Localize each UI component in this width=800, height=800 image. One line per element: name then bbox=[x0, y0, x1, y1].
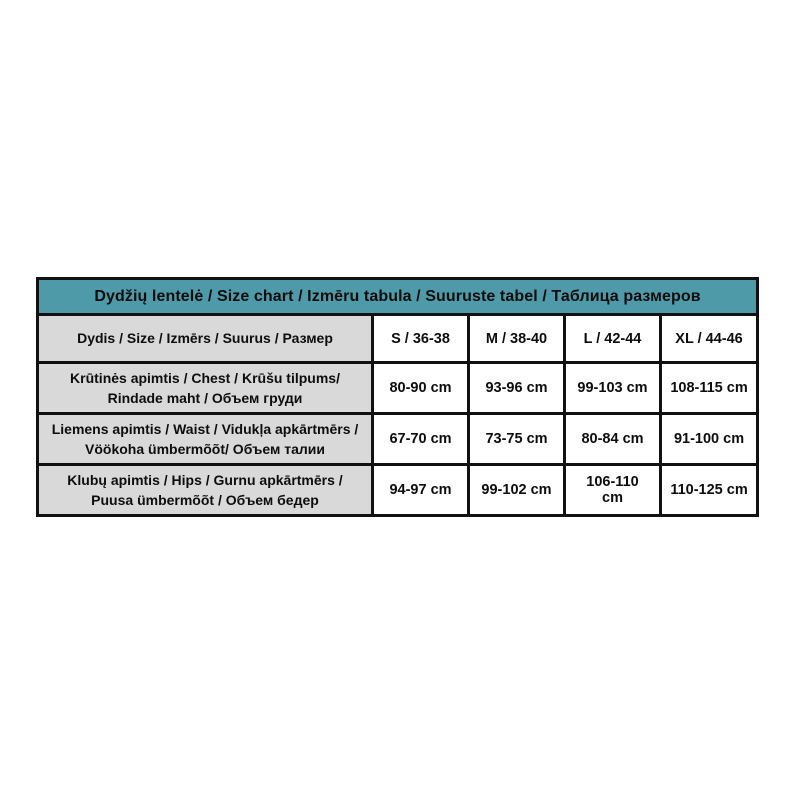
cell-hips-s: 94-97 cm bbox=[373, 465, 469, 516]
table-row-hips bbox=[38, 465, 758, 516]
column-header-row bbox=[38, 315, 758, 363]
cell-hips-xl: 110-125 cm bbox=[661, 465, 758, 516]
cell-waist-l: 80-84 cm bbox=[565, 414, 661, 465]
cell-chest-xl: 108-115 cm bbox=[661, 363, 758, 414]
cell-chest-m: 93-96 cm bbox=[469, 363, 565, 414]
table-row-chest bbox=[38, 363, 758, 414]
cell-waist-m: 73-75 cm bbox=[469, 414, 565, 465]
cell-hips-l: 106-110 cm bbox=[565, 465, 661, 516]
cell-chest-l: 99-103 cm bbox=[565, 363, 661, 414]
row-label-waist: Liemens apimtis / Waist / Vidukļa apkārtmērs / Vöökoha ümbermõõt/ Объем талии bbox=[38, 414, 373, 465]
row-label-chest: Krūtinės apimtis / Chest / Krūšu tilpums/ Rindade maht / Объем груди bbox=[38, 363, 373, 414]
table-title: Dydžių lentelė / Size chart / Izmēru tabula / Suuruste tabel / Таблица размеров bbox=[38, 279, 758, 315]
size-chart-table bbox=[36, 277, 759, 517]
cell-waist-s: 67-70 cm bbox=[373, 414, 469, 465]
column-header-size-m: M / 38-40 bbox=[469, 315, 565, 363]
cell-hips-m: 99-102 cm bbox=[469, 465, 565, 516]
table-title-row bbox=[38, 279, 758, 315]
cell-chest-s: 80-90 cm bbox=[373, 363, 469, 414]
column-header-size-s: S / 36-38 bbox=[373, 315, 469, 363]
cell-waist-xl: 91-100 cm bbox=[661, 414, 758, 465]
column-header-size-l: L / 42-44 bbox=[565, 315, 661, 363]
column-header-label: Dydis / Size / Izmērs / Suurus / Размер bbox=[38, 315, 373, 363]
row-label-hips: Klubų apimtis / Hips / Gurnu apkārtmērs / Puusa ümbermõõt / Объем бедер bbox=[38, 465, 373, 516]
table-row-waist bbox=[38, 414, 758, 465]
column-header-size-xl: XL / 44-46 bbox=[661, 315, 758, 363]
